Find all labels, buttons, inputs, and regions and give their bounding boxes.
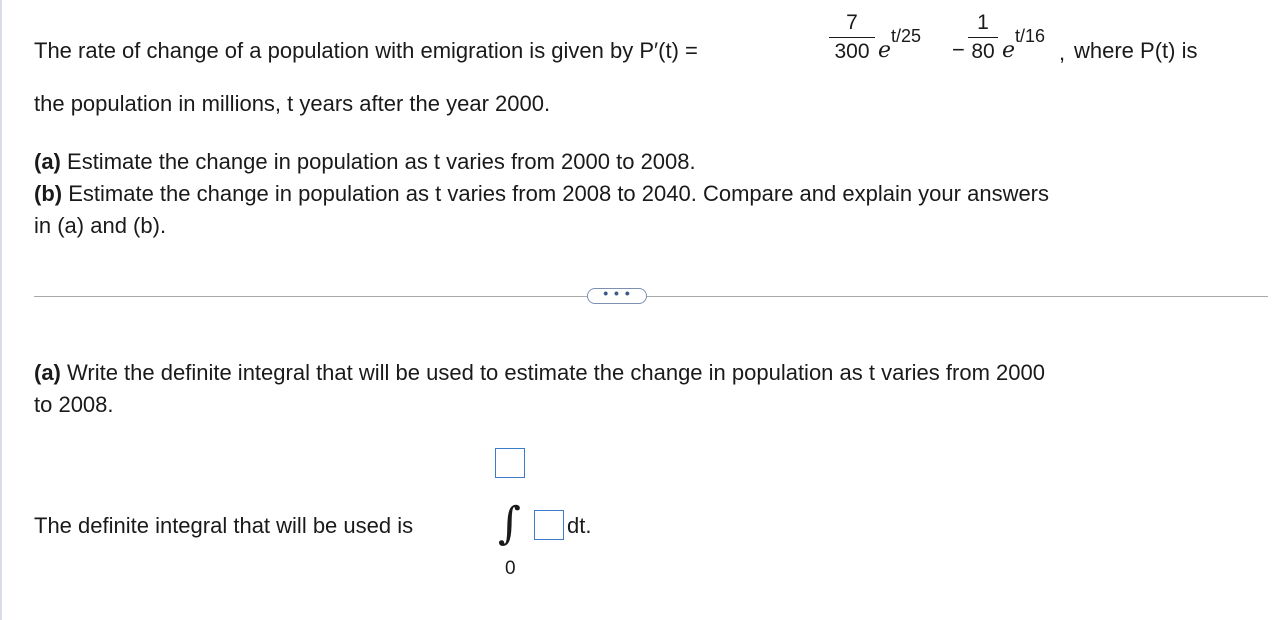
differential-dt: dt. bbox=[567, 513, 592, 538]
answer-prompt: The definite integral that will be used is bbox=[34, 513, 414, 538]
fraction-bar bbox=[829, 37, 875, 38]
problem-line-2: the population in millions, t years after the year 2000. bbox=[34, 91, 551, 116]
integral-sign-icon: ∫ bbox=[498, 498, 521, 549]
comma: , bbox=[1059, 40, 1066, 65]
fraction-denominator: 80 bbox=[971, 40, 995, 63]
fraction-7-over-300 bbox=[829, 11, 875, 64]
ellipsis-icon: • • • bbox=[603, 285, 631, 301]
problem-intro-text: The rate of change of a population with emigration is given by P′(t) = bbox=[34, 38, 698, 63]
part-a-label: (a) bbox=[34, 149, 61, 174]
question-a-statement bbox=[34, 360, 1045, 386]
question-a-text: Write the definite integral that will be used to estimate the change in population as t varies from 2000 bbox=[67, 360, 1045, 385]
minus-sign: − bbox=[952, 37, 965, 62]
part-a-statement bbox=[34, 149, 696, 175]
fraction-bar bbox=[968, 37, 998, 38]
part-a-text: Estimate the change in population as t varies from 2000 to 2008. bbox=[67, 149, 696, 174]
question-a-label: (a) bbox=[34, 360, 61, 385]
exponent-t-over-16: t/16 bbox=[1015, 26, 1046, 46]
question-a-text-continued: to 2008. bbox=[34, 392, 114, 417]
part-b-label: (b) bbox=[34, 181, 63, 206]
fraction-numerator: 1 bbox=[977, 11, 989, 34]
left-edge-rule bbox=[0, 0, 2, 620]
upper-limit-input[interactable] bbox=[495, 448, 525, 478]
exponent-t-over-25: t/25 bbox=[891, 26, 922, 46]
fraction-1-over-80 bbox=[968, 11, 998, 64]
part-b-statement bbox=[34, 181, 1049, 207]
exponential-e: e bbox=[878, 38, 892, 63]
where-text: where P(t) is bbox=[1074, 38, 1198, 63]
fraction-denominator: 300 bbox=[834, 40, 870, 63]
part-b-text-continued: in (a) and (b). bbox=[34, 213, 167, 238]
expand-more-button[interactable] bbox=[587, 285, 647, 304]
part-b-text: Estimate the change in population as t varies from 2008 to 2040. Compare and explain your answers bbox=[68, 181, 1050, 206]
fraction-numerator: 7 bbox=[846, 11, 858, 34]
lower-limit: 0 bbox=[505, 558, 516, 579]
section-divider bbox=[34, 296, 1268, 297]
integrand-input[interactable] bbox=[534, 510, 564, 540]
exponential-e: e bbox=[1002, 38, 1016, 63]
